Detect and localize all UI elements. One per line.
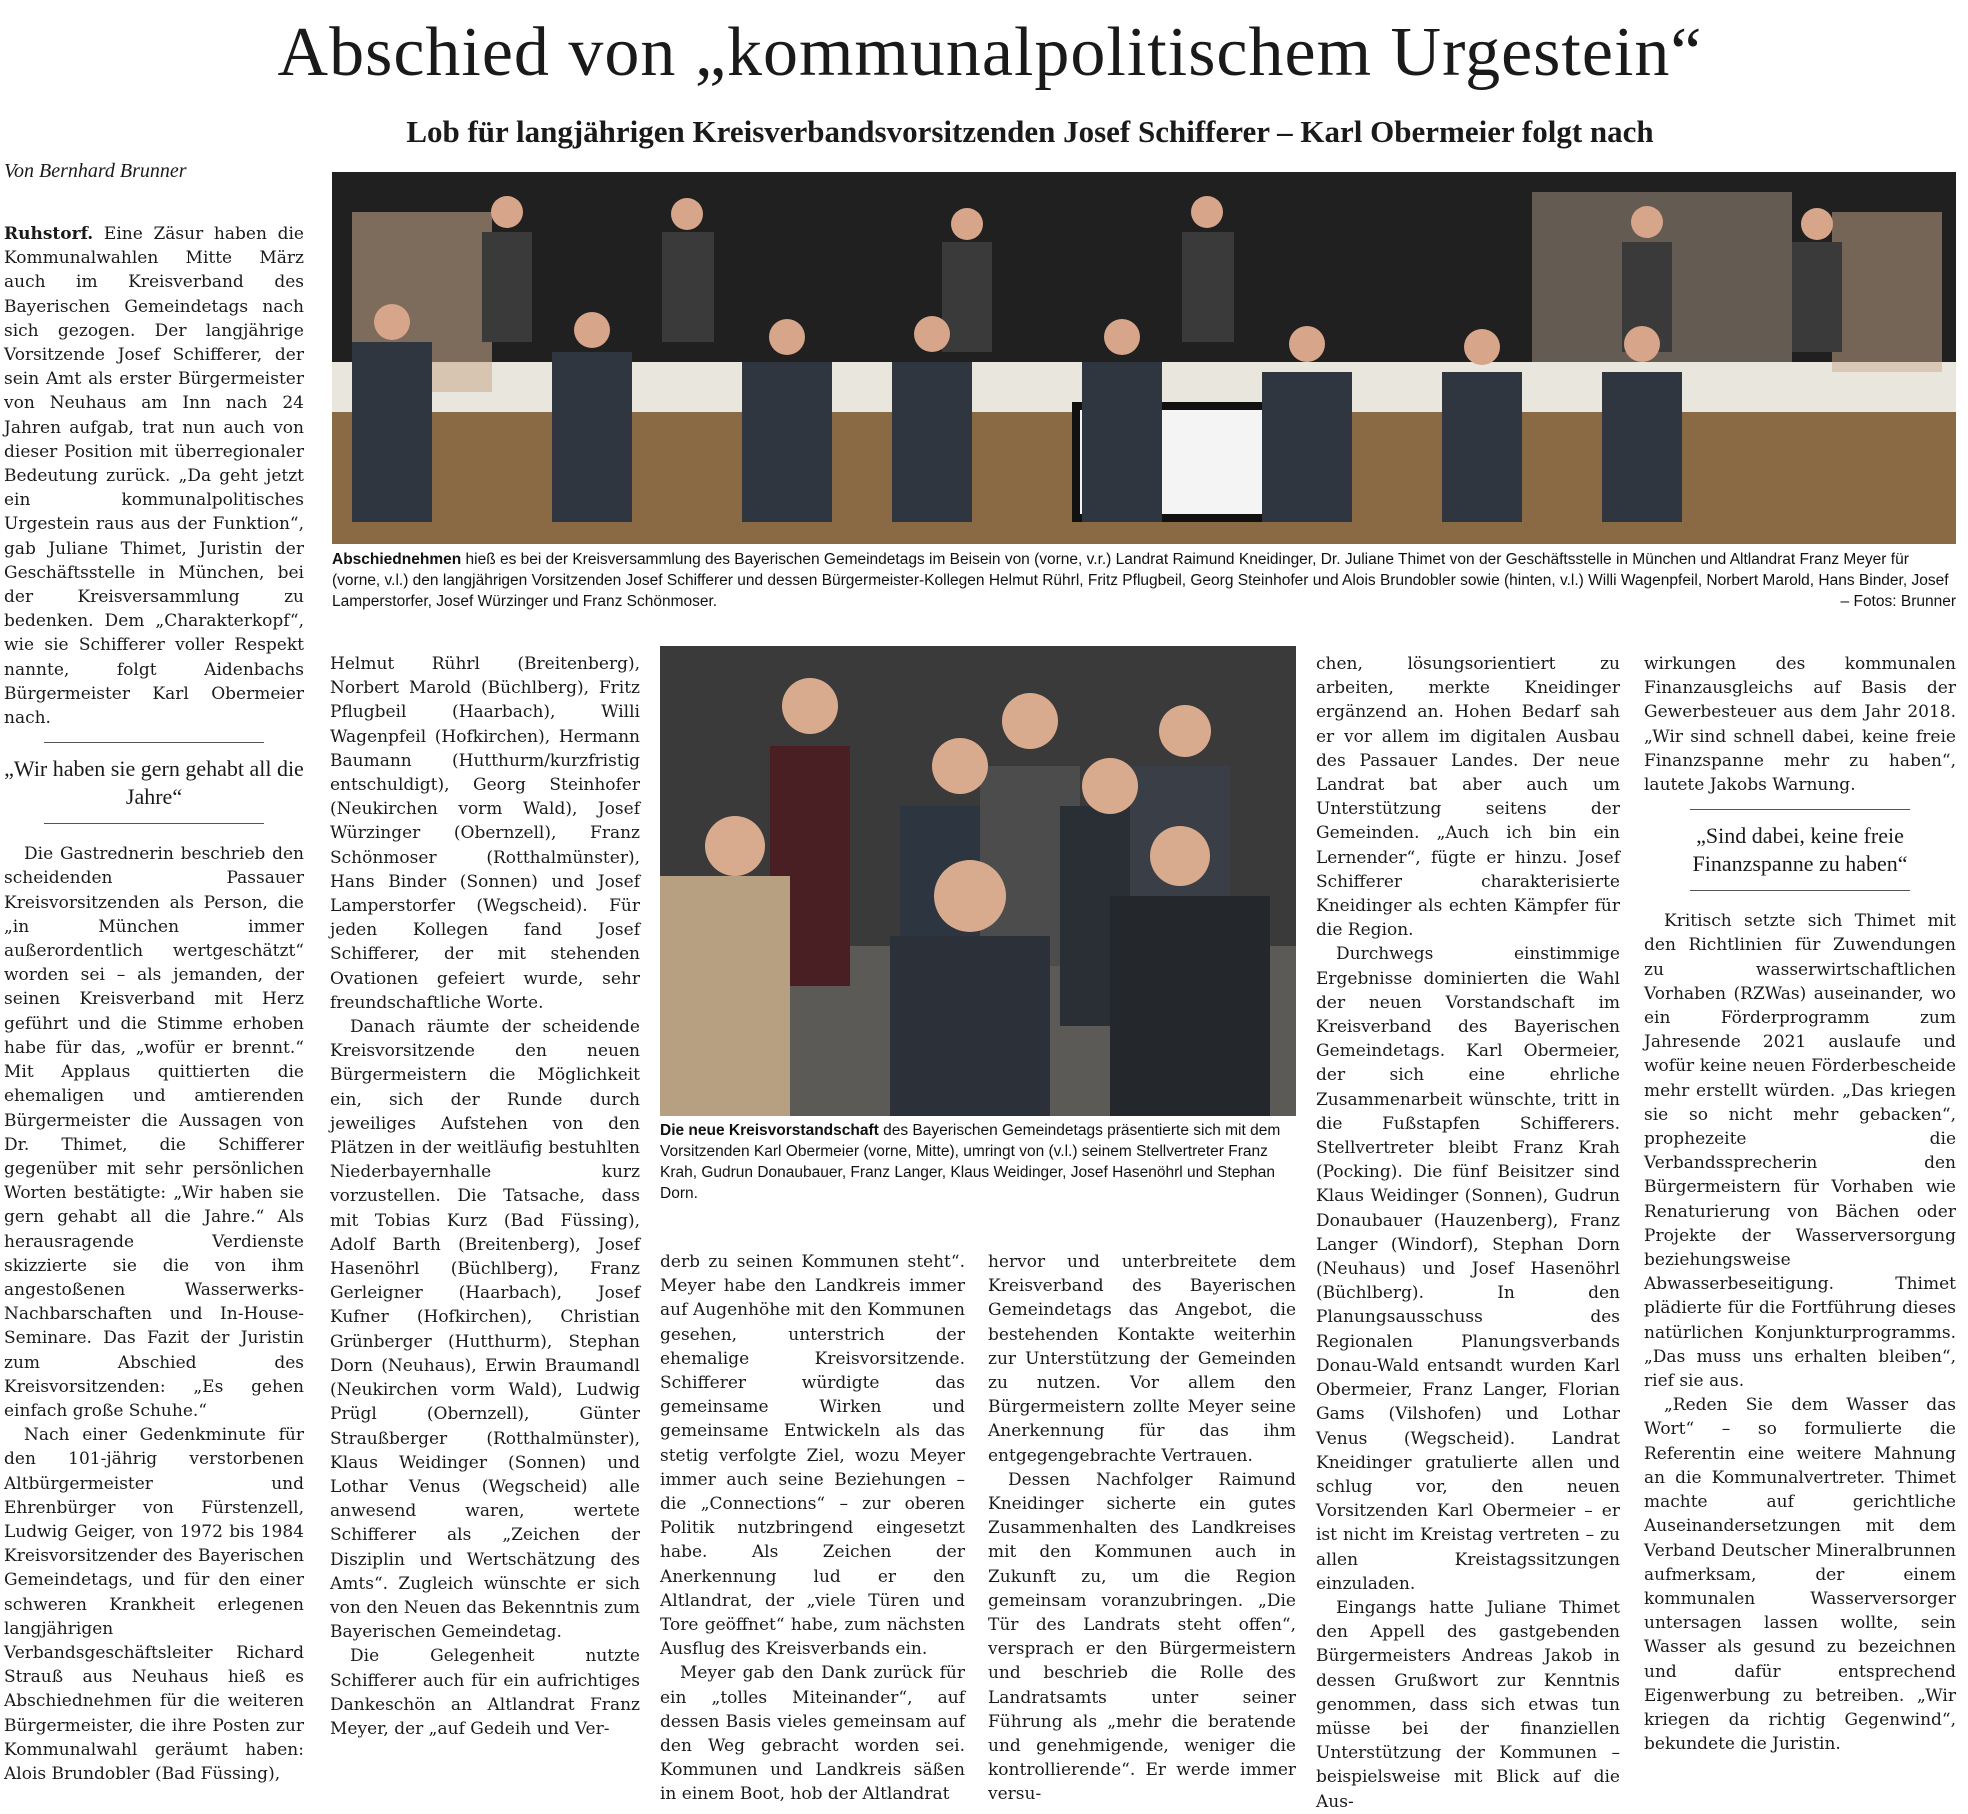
subheadline: Lob für langjährigen Kreisverbandsvorsitzenden Josef Schifferer – Karl Obermeier folgt nach bbox=[406, 114, 1654, 149]
paragraph: Dessen Nachfolger Raimund Kneidinger sicherte ein gutes Zusammenhalten des Landkreises mit den Kommunen auch in Zukunft zu, um die Region gemeinsam voranzubringen. „Die Tür des Landrats steht offen“, versprach er den Bürgermeistern und beschrieb die Rolle des Landratsamts unter seiner Führung als „mehr die beratende und genehmigende, weniger die kontrollierende“. Er werde immer versu- bbox=[988, 1469, 1296, 1805]
photo2-caption-text: des Bayerischen Gemeindetags präsentierte sich mit dem Vorsitzenden Karl Obermeier (vorne, Mitte), umringt von (v.l.) seinem Stellvertreter Franz Krah, Gudrun Donaubauer, Franz Langer, Klaus Weidinger, Josef Hasenöhrl und Stephan Dorn. bbox=[660, 1122, 1281, 1202]
divider bbox=[44, 742, 264, 743]
dateline: Ruhstorf. bbox=[4, 224, 94, 244]
paragraph bbox=[4, 222, 304, 730]
photo1-caption bbox=[332, 549, 1956, 612]
photo2-caption bbox=[660, 1120, 1296, 1204]
new-board-photo bbox=[660, 646, 1296, 1116]
paragraph: derb zu seinen Kommunen steht“. Meyer habe den Landkreis immer auf Augenhöhe mit den Kommunen gesehen, unterstrich der ehemalige Kreisvorsitzende. Schifferer würdigte das gemeinsame Wirken und gemeinsame Entwickeln als das stetig verfolgte Ziel, wozu Meyer immer auch seine Beziehungen – die „Connections“ – zur oberen Politik nutzbringend eingesetzt habe. Als Zeichen der Anerkennung lud er den Altlandrat, der „viele Türen und Tore geöffnet“ habe, zum nächsten Ausflug des Kreisverbands ein. bbox=[660, 1252, 965, 1660]
paragraph: Die Gelegenheit nutzte Schifferer auch für ein aufrichtiges Dankeschön an Altlandrat Franz Meyer, der „auf Gedeih und Ver- bbox=[330, 1646, 640, 1739]
paragraph: hervor und unterbreitete dem Kreisverband des Bayerischen Gemeindetags das Angebot, die bestehenden Kontakte weiterhin zur Unterstützung der Gemeinden zu nutzen. Vor allem den Bürgermeistern zollte Meyer seine Anerkennung für das ihm entgegengebrachte Vertrauen. bbox=[988, 1252, 1296, 1466]
paragraph: Durchwegs einstimmige Ergebnisse dominierten die Wahl der neuen Vorstandschaft im Kreisverband des Bayerischen Gemeindetags. Karl Obermeier, der sich eine ehrliche Zusammenarbeit wünschte, tritt in die Fußstapfen Schifferers. Stellvertreter bleibt Franz Krah (Pocking). Die fünf Beisitzer sind Klaus Weidinger (Sonnen), Gudrun Donaubauer (Hauzenberg), Franz Langer (Windorf), Stephan Dorn (Neuhaus) und Josef Hasenöhrl (Büchlberg). In den Planungsausschuss des Regionalen Planungsverbands Donau-Wald entsandt wurden Karl Obermeier, Franz Langer, Florian Gams (Vilshofen) und Lothar Venus (Wegscheid). Landrat Kneidinger gratulierte allen und schlug vor, den neuen Vorsitzenden Karl Obermeier – er ist nicht im Kreistag vertreten – zu allen Kreistagssitzungen einzuladen. bbox=[1316, 944, 1620, 1594]
paragraph: „Reden Sie dem Wasser das Wort“ – so formulierte die Referentin eine weitere Mahnung an die Kommunalvertreter. Thimet machte auf gerichtliche Auseinandersetzungen mit dem Verband Deutscher Mineralbrunnen aufmerksam, der einem kommunalen Wasserversorger untersagen lassen wollte, sein Wasser als gesund zu bezeichnen und dafür entsprechend Eigenwerbung zu betreiben. „Wir kriegen da richtig Gegenwind“, bekundete die Juristin. bbox=[1644, 1395, 1956, 1755]
photo1-caption-lead: Abschiednehmen bbox=[332, 551, 462, 568]
article-column-3 bbox=[660, 1250, 965, 1807]
article-column-1 bbox=[4, 222, 304, 1786]
headline: Abschied von „kommunalpolitischem Urgestein“ bbox=[277, 14, 1703, 91]
paragraph-text: Eine Zäsur haben die Kommunalwahlen Mitte März auch im Kreisverband des Bayerischen Gemeindetags nach sich gezogen. Der langjährige Vorsitzende Josef Schifferer, der sein Amt als erster Bürgermeister von Neuhaus am Inn nach 24 Jahren aufgab, trat nun auch von dieser Position mit überregionaler Bedeutung zurück. „Da geht jetzt ein kommunalpolitisches Urgestein raus aus der Funktion“, gab Juliane Thimet, Juristin der Geschäftsstelle in München, bei der Kreisversammlung zu bedenken. Dem „Charakterkopf“, wie sie Schifferer voller Respekt nannte, folgt Aidenbachs Bürgermeister Karl Obermeier nach. bbox=[4, 224, 304, 729]
photo1-caption-text: hieß es bei der Kreisversammlung des Bayerischen Gemeindetags im Beisein von (vorne, v.r.) Landrat Raimund Kneidinger, Dr. Juliane Thimet von der Geschäftsstelle in München und Altlandrat Franz Meyer für (vorne, v.l.) den langjährigen Vorsitzenden Josef Schifferer und dessen Bürgermeister-Kollegen Helmut Rührl, Fritz Pflugbeil, Georg Steinhofer und Alois Brundobler sowie (hinten, v.l.) Willi Wagenpfeil, Norbert Marold, Hans Binder, Josef Lamperstorfer, Josef Würzinger und Franz Schönmoser. bbox=[332, 551, 1949, 610]
photo-credit: – Fotos: Brunner bbox=[1840, 593, 1956, 610]
article-column-5 bbox=[1644, 652, 1956, 1756]
divider bbox=[1690, 890, 1910, 891]
byline: Von Bernhard Brunner bbox=[4, 160, 187, 182]
paragraph: wirkungen des kommunalen Finanzausgleichs auf Basis der Gewerbesteuer aus dem Jahr 2018. „Wir sind schnell dabei, keine freie Finanzspanne mehr zu haben“, lautete Jakobs Warnung. bbox=[1644, 654, 1956, 796]
article-column-2 bbox=[330, 652, 640, 1741]
photo2-caption-lead: Die neue Kreisvorstandschaft bbox=[660, 1122, 879, 1139]
farewell-stage-photo bbox=[332, 172, 1956, 544]
paragraph: Kritisch setzte sich Thimet mit den Richtlinien für Zuwendungen zu wasserwirtschaftlichen Vorhaben (RZWas) auseinander, wo ein Förderprogramm zum Jahresende 2021 auslaufe und wofür keine neuen Förderbescheide mehr erstellt würden. „Das kriegen sie so nicht mehr gebacken“, prophezeite die Verbandssprecherin den Bürgermeistern für Vorhaben wie Renaturierung von Bächen oder Projekte der Wasserversorgung beziehungsweise Abwasserbeseitigung. Thimet plädierte für die Fortführung dieses natürlichen Konjunkturprogramms. „Das muss uns erhalten bleiben“, rief sie aus. bbox=[1644, 911, 1956, 1392]
paragraph: Helmut Rührl (Breitenberg), Norbert Marold (Büchlberg), Fritz Pflugbeil (Haarbach), Willi Wagenpfeil (Hofkirchen), Hermann Baumann (Hutthurm/kurzfristig entschuldigt), Georg Steinhofer (Neukirchen vorm Wald), Josef Würzinger (Obernzell), Franz Schönmoser (Rotthalmünster), Hans Binder (Sonnen) und Josef Lamperstorfer (Wegscheid). Für jeden Kollegen fand Josef Schifferer, der mit stehenden Ovationen gefeiert wurde, sehr freundschaftliche Worte. bbox=[330, 654, 640, 1013]
group-portrait-illustration bbox=[660, 646, 1296, 1116]
pull-quote: „Wir haben sie gern gehabt all die Jahre“ bbox=[4, 756, 304, 810]
paragraph: chen, lösungsorientiert zu arbeiten, merkte Kneidinger ergänzend an. Hohen Bedarf sah er vor allem im digitalen Ausbau des Passauer Landes. Der neue Landrat bat aber auch um Unterstützung seitens der Gemeinden. „Auch ich bin ein Lernender“, fügte er hinzu. Josef Schifferer charakterisierte Kneidinger als echten Kämpfer für die Region. bbox=[1316, 654, 1620, 941]
article-column-3b bbox=[988, 1250, 1296, 1807]
pull-quote: „Sind dabei, keine freie Finanzspanne zu haben“ bbox=[1692, 823, 1908, 877]
paragraph: Nach einer Gedenkminute für den 101-jährig verstorbenen Altbürgermeister und Ehrenbürger von Fürstenzell, Ludwig Geiger, von 1972 bis 1984 Kreisvorsitzender des Bayerischen Gemeindetags, und für den einer schweren Krankheit erlegenen langjährigen Verbandsgeschäftsleiter Richard Strauß aus Neuhaus hieß es Abschiednehmen für die weiteren Bürgermeister, die ihre Posten zur Kommunalwahl geräumt haben: Alois Brundobler (Bad Füssing), bbox=[4, 1425, 304, 1784]
divider bbox=[1690, 809, 1910, 810]
article-column-4 bbox=[1316, 652, 1620, 1814]
paragraph: Danach räumte der scheidende Kreisvorsitzende den neuen Bürgermeistern die Möglichkeit ein, sich der Runde durch jeweiliges Aufstehen von den Plätzen in der weitläufig bestuhlten Niederbayernhalle kurz vorzustellen. Die Tatsache, dass mit Tobias Kurz (Bad Füssing), Adolf Barth (Breitenberg), Josef Hasenöhrl (Büchlberg), Franz Gerleigner (Haarbach), Josef Kufner (Hofkirchen), Christian Grünberger (Hutthurm), Stephan Dorn (Neuhaus), Erwin Braumandl (Neukirchen vorm Wald), Ludwig Prügl (Obernzell), Günter Straußberger (Rotthalmünster), Klaus Weidinger (Sonnen) und Lothar Venus (Wegscheid) alle anwesend waren, wertete Schifferer als „Zeichen der Disziplin und Wertschätzung des Amts“. Zugleich wünschte er sich von den Neuen das Bekenntnis zum Bayerischen Gemeindetag. bbox=[330, 1017, 640, 1643]
paragraph: Die Gastrednerin beschrieb den scheidenden Passauer Kreisvorsitzenden als Person, die „in München immer außerordentlich wertgeschätzt“ worden sei – als jemanden, der seinen Kreisverband mit Herz geführt und die Stimme erhoben habe für das, „wofür er brennt.“ Mit Applaus quittierten die ehemaligen und amtierenden Bürgermeister die Aussagen von Dr. Thimet, die Schifferer gegenüber mit sehr persönlichen Worten bestätigte: „Wir haben sie gern gehabt all die Jahre.“ Als herausragende Verdienste skizzierte sie die von ihm angestoßenen Wasserwerks-Nachbarschaften und In-House-Seminare. Das Fazit der Juristin zum Abschied des Kreisvorsitzenden: „Es gehen einfach große Schuhe.“ bbox=[4, 844, 304, 1421]
divider bbox=[44, 823, 264, 824]
stage-scene-illustration bbox=[332, 172, 1956, 544]
paragraph: Meyer gab den Dank zurück für ein „tolles Miteinander“, auf dessen Basis vieles gemeinsam auf den Weg gebracht worden sei. Kommunen und Landkreis säßen in einem Boot, hob der Altlandrat bbox=[660, 1663, 965, 1805]
paragraph: Eingangs hatte Juliane Thimet den Appell des gastgebenden Bürgermeisters Andreas Jakob in dessen Grußwort zur Kenntnis genommen, dass sich etwas tun müsse bei der finanziellen Unterstützung der Kommunen – beispielsweise mit Blick auf die Aus- bbox=[1316, 1597, 1620, 1812]
